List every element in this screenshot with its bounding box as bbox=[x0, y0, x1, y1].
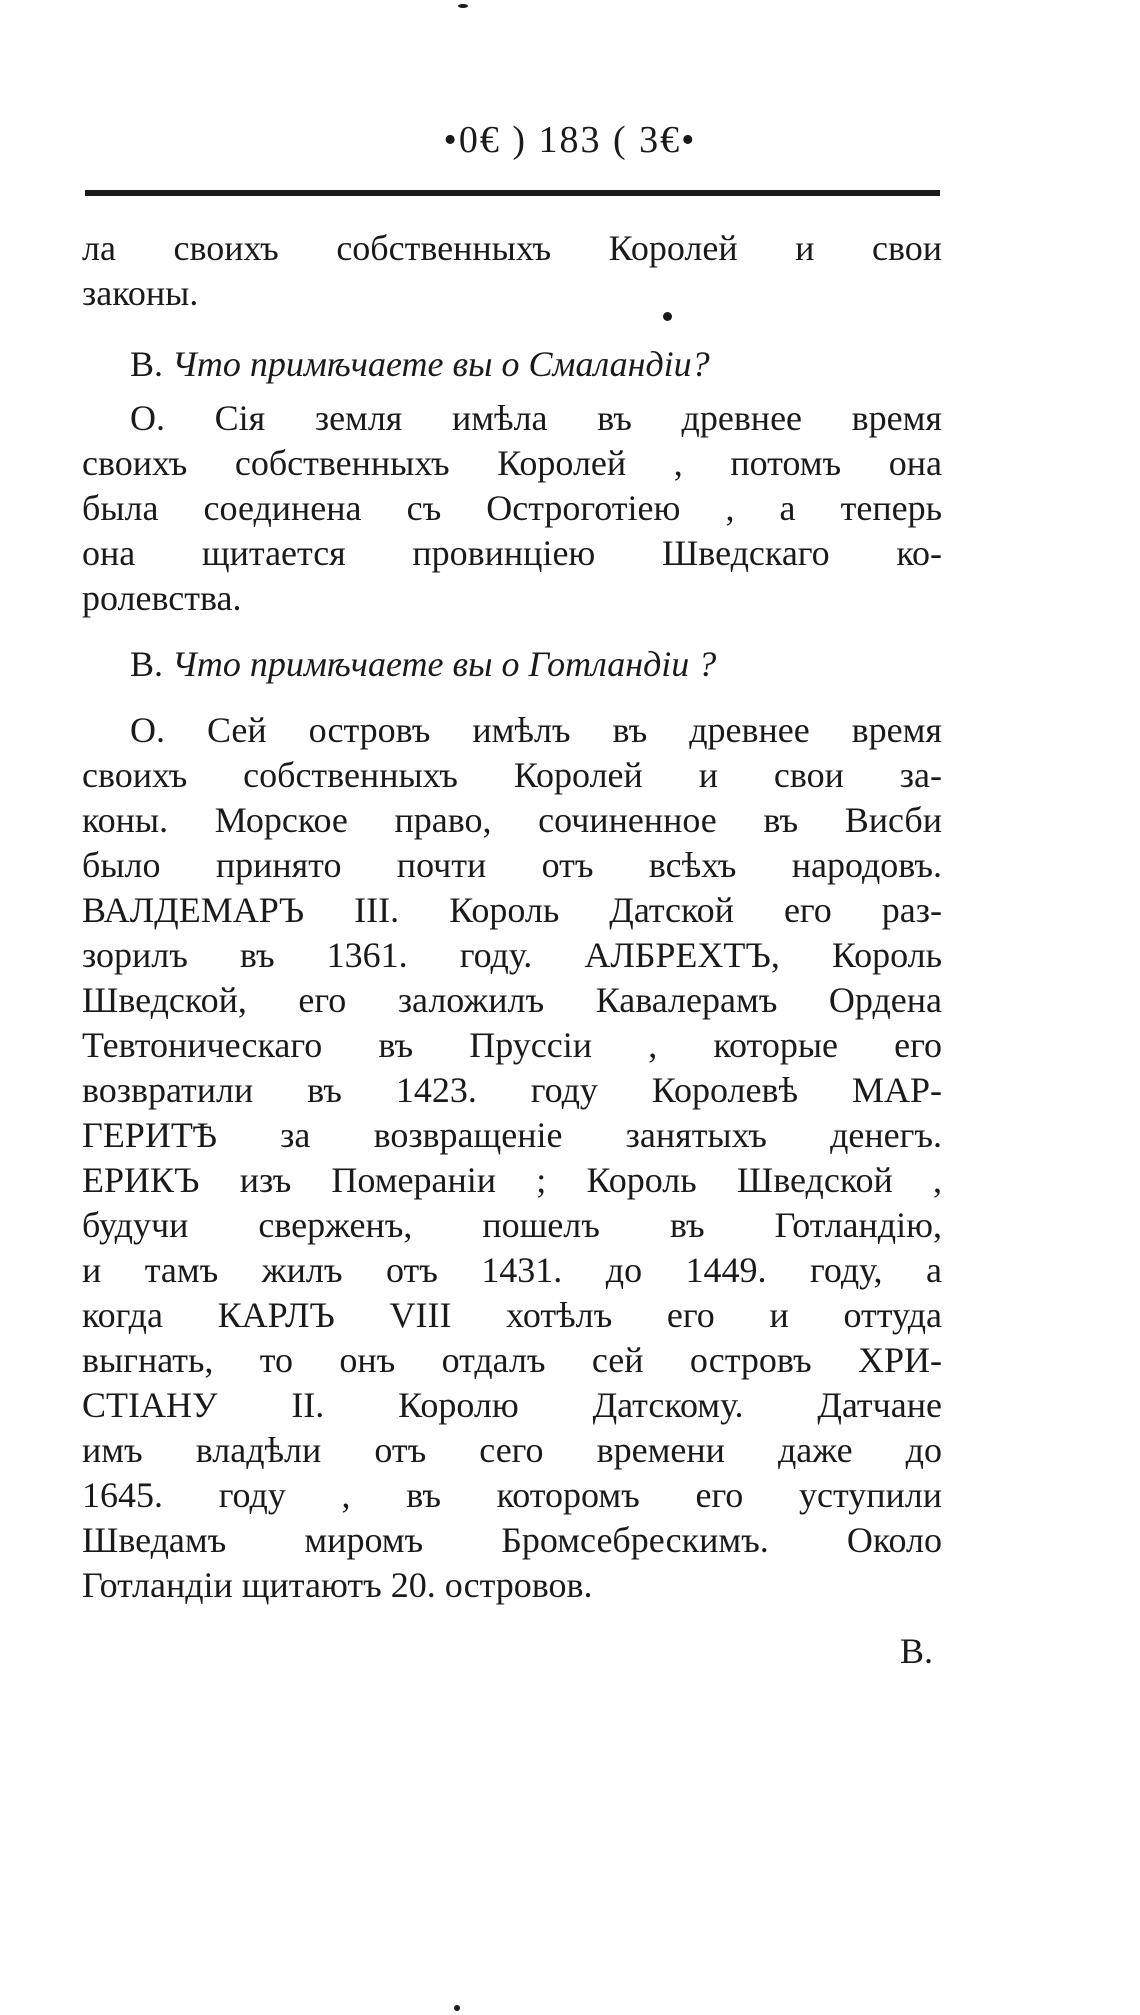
scan-speck bbox=[454, 2005, 460, 2011]
text-line: СТІАНУ II. Королю Датскому. Датчане bbox=[82, 1385, 942, 1425]
text-line: ролевства. bbox=[82, 578, 242, 618]
text-line: она щитается провинціею Шведскаго ко- bbox=[82, 533, 942, 573]
text-line: Готландіи щитаютъ 20. островов. bbox=[82, 1565, 593, 1605]
question-text: Что примѣчаете вы о Смаландіи? bbox=[172, 344, 710, 384]
text-line: была соединена съ Остроготіею , а теперь bbox=[82, 488, 942, 528]
text-line: Шведской, его заложилъ Кавалерамъ Ордена bbox=[82, 980, 942, 1020]
continuation-paragraph bbox=[82, 226, 942, 316]
header-rule bbox=[85, 190, 940, 196]
text-line: будучи сверженъ, пошелъ въ Готландію, bbox=[82, 1205, 942, 1245]
scan-speck bbox=[663, 312, 672, 321]
text-line: законы. bbox=[82, 273, 199, 313]
text-line: ВАЛДЕМАРЪ III. Король Датской его раз- bbox=[82, 890, 942, 930]
text-line: коны. Морское право, сочиненное въ Висби bbox=[82, 800, 942, 840]
text-line: ГЕРИТѢ за возвращеніе занятыхъ денегъ. bbox=[82, 1115, 942, 1155]
text-line: О. Сія земля имѣла въ древнее время bbox=[130, 398, 942, 438]
text-line: ла своихъ собственныхъ Королей и свои bbox=[82, 228, 942, 268]
text-line: выгнать, то онъ отдалъ сей островъ ХРИ- bbox=[82, 1340, 942, 1380]
question-letter: В. bbox=[130, 344, 164, 384]
text-line: ЕРИКЪ изъ Померанiи ; Король Шведской , bbox=[82, 1160, 942, 1200]
question-text: Что примѣчаете вы о Готландіи ? bbox=[172, 644, 717, 684]
question-gotlandia bbox=[82, 642, 942, 687]
text-line: зорилъ въ 1361. году. АЛБРЕХТЪ, Король bbox=[82, 935, 942, 975]
catchword: В. bbox=[900, 1631, 934, 1671]
text-line: возвратили въ 1423. году Королевѣ МАР- bbox=[82, 1070, 942, 1110]
text-line: когда КАРЛЪ VIII хотѣлъ его и оттуда bbox=[82, 1295, 942, 1335]
text-line: 1645. году , въ которомъ его уступили bbox=[82, 1475, 942, 1515]
text-line: своихъ собственныхъ Королей , потомъ она bbox=[82, 443, 942, 483]
text-line: было принято почти отъ всѣхъ народовъ. bbox=[82, 845, 942, 885]
scan-speck bbox=[458, 4, 468, 8]
question-letter: В. bbox=[130, 644, 164, 684]
question-smalandia bbox=[82, 342, 942, 387]
text-line: своихъ собственныхъ Королей и свои за- bbox=[82, 755, 942, 795]
text-line: Шведамъ миромъ Бромсебрескимъ. Около bbox=[82, 1520, 942, 1560]
text-line: О. Сей островъ имѣлъ въ древнее время bbox=[130, 710, 942, 750]
answer-smalandia bbox=[82, 396, 942, 621]
text-line: и тамъ жилъ отъ 1431. до 1449. году, а bbox=[82, 1250, 942, 1290]
text-line: Тевтоническаго въ Пруссіи , которые его bbox=[82, 1025, 942, 1065]
page-header: •0€ ) 183 ( 3€• bbox=[443, 119, 697, 161]
text-line: имъ владѣли отъ сего времени даже до bbox=[82, 1430, 942, 1470]
answer-gotlandia bbox=[82, 708, 942, 1608]
